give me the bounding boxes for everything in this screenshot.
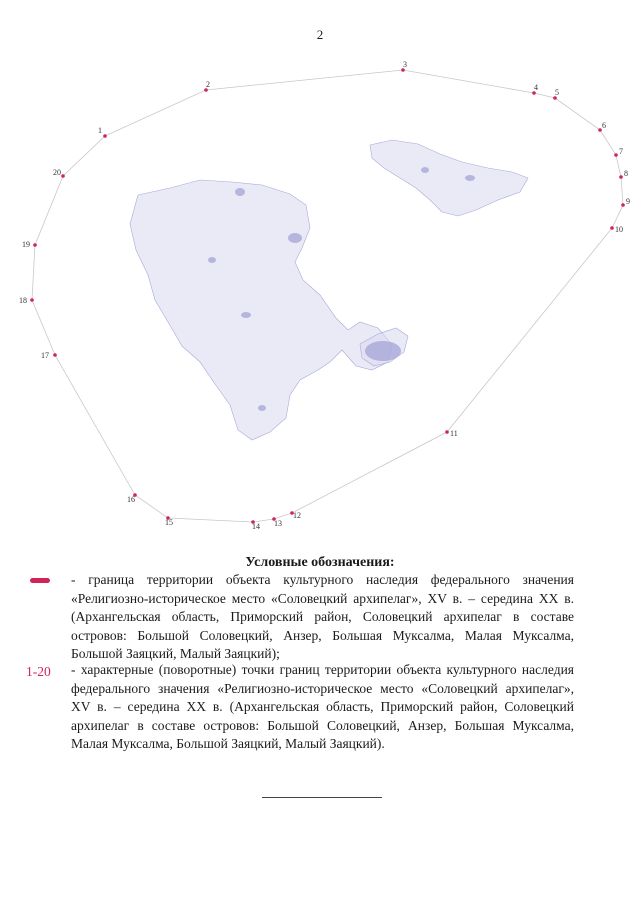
boundary-point-label: 19 [22, 240, 30, 249]
lake [365, 341, 401, 361]
boundary-point-label: 11 [450, 429, 458, 438]
lake [288, 233, 302, 243]
anzer-island [370, 140, 528, 216]
boundary-point-label: 10 [615, 225, 623, 234]
boundary-point-marker [621, 203, 625, 207]
boundary-point-marker [445, 430, 449, 434]
boundary-point-marker [30, 298, 34, 302]
lake [421, 167, 429, 173]
boundary-point-label: 16 [127, 495, 135, 504]
boundary-point-label: 15 [165, 518, 173, 527]
legend-title: Условные обозначения: [245, 555, 395, 570]
boundary-point-label: 13 [274, 519, 282, 528]
boundary-point-label: 12 [293, 511, 301, 520]
boundary-point-marker [53, 353, 57, 357]
boundary-point-marker [61, 174, 65, 178]
bolshoy-solovetsky-island [130, 180, 392, 440]
lake [241, 312, 251, 318]
boundary-point-marker [614, 153, 618, 157]
boundary-line-swatch [30, 578, 50, 583]
divider-line [262, 797, 382, 798]
boundary-point-label: 6 [602, 121, 606, 130]
boundary-point-label: 2 [206, 80, 210, 89]
boundary-point-marker [619, 175, 623, 179]
legend-item-points: - характерные (поворотные) точки границ территории объекта культурного наследия федерального значения «Религиозно-историческое место «Соловецкий архипелаг», XV в. – середина XX в. (Архангельская область, Приморский район, Соловецкий архипелаг в составе островов: Большой Соловецкий, Анзер, Большая Муксалма, Малая Муксалма, Большой Заяцкий, Малый Заяцкий). [71, 662, 574, 751]
legend-points-range: 1-20 [26, 664, 51, 679]
boundary-point-label: 4 [534, 83, 538, 92]
boundary-point-label: 20 [53, 168, 61, 177]
boundary-point-label: 14 [252, 522, 260, 531]
page-number: 2 [316, 27, 324, 42]
boundary-point-marker [103, 134, 107, 138]
boundary-points-layer [19, 60, 630, 531]
boundary-point-label: 17 [41, 351, 49, 360]
lake [258, 405, 266, 411]
boundary-point-label: 1 [98, 126, 102, 135]
boundary-point-label: 7 [619, 147, 623, 156]
territory-boundary [32, 70, 623, 522]
boundary-point-label: 18 [19, 296, 27, 305]
boundary-point-marker [610, 226, 614, 230]
legend-item-boundary: - граница территории объекта культурного наследия федерального значения «Религиозно-историческое место «Соловецкий архипелаг», XV в. – середина XX в. (Архангельская область, Приморский район, Соловецкий архипелаг в составе островов: Большой Соловецкий, Анзер, Большая Муксалма, Малая Муксалма, Большой Заяцкий, Малый Заяцкий); [71, 572, 574, 661]
lake [235, 188, 245, 196]
boundary-point-marker [33, 243, 37, 247]
boundary-point-label: 3 [403, 60, 407, 69]
boundary-point-label: 8 [624, 169, 628, 178]
boundary-point-label: 9 [626, 197, 630, 206]
lake [465, 175, 475, 181]
boundary-point-label: 5 [555, 88, 559, 97]
lake [208, 257, 216, 263]
